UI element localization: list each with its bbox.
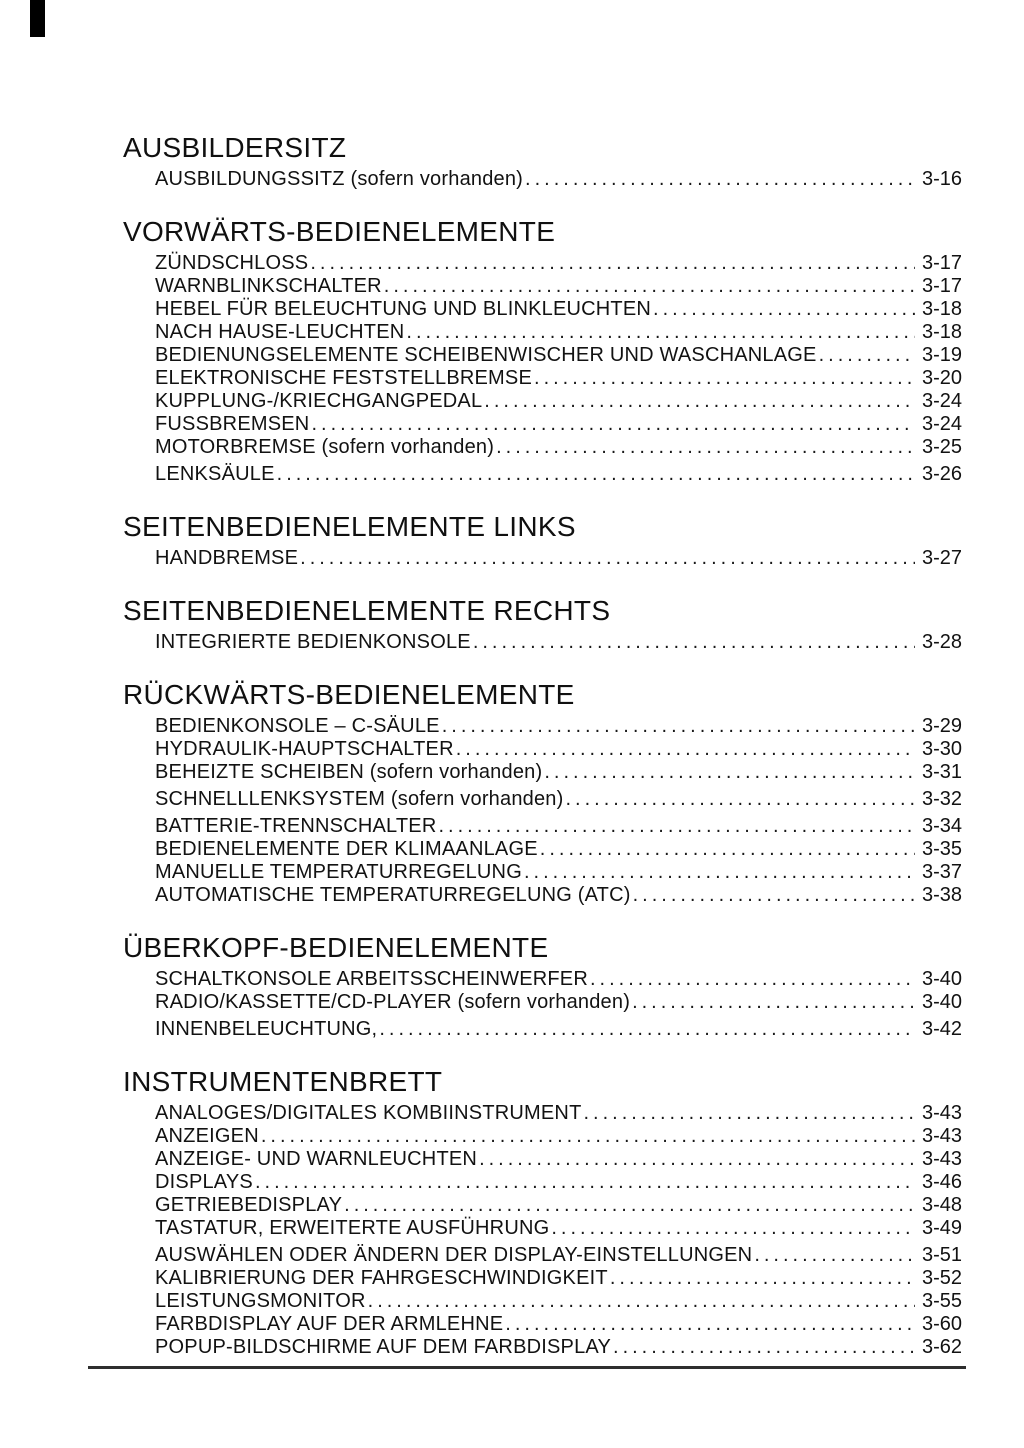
toc-section bbox=[123, 679, 962, 907]
entry-page-number: 3-40 bbox=[921, 991, 962, 1013]
entry-page-number: 3-43 bbox=[921, 1148, 962, 1170]
scan-edge-mark bbox=[30, 0, 45, 37]
entry-label: KALIBRIERUNG DER FAHRGESCHWINDIGKEIT bbox=[155, 1267, 608, 1289]
entry-label: BEHEIZTE SCHEIBEN (sofern vorhanden) bbox=[155, 761, 543, 783]
entry-label: NACH HAUSE-LEUCHTEN bbox=[155, 321, 405, 343]
toc-entry bbox=[155, 367, 962, 390]
dot-leader bbox=[754, 1244, 915, 1267]
toc-section bbox=[123, 511, 962, 570]
entry-page-number: 3-60 bbox=[921, 1313, 962, 1335]
section-entries bbox=[155, 252, 962, 486]
dot-leader bbox=[633, 884, 915, 907]
entry-label: ZÜNDSCHLOSS bbox=[155, 252, 309, 274]
entry-label: FARBDISPLAY AUF DER ARMLEHNE bbox=[155, 1313, 504, 1335]
toc-section bbox=[123, 216, 962, 486]
toc-entry bbox=[155, 436, 962, 459]
entry-label: ELEKTRONISCHE FESTSTELLBREMSE bbox=[155, 367, 533, 389]
entry-page-number: 3-16 bbox=[921, 168, 962, 190]
dot-leader bbox=[473, 631, 915, 654]
toc-entry bbox=[155, 761, 962, 784]
entry-page-number: 3-18 bbox=[921, 298, 962, 320]
entry-page-number: 3-18 bbox=[921, 321, 962, 343]
dot-leader bbox=[311, 413, 915, 436]
section-heading: SEITENBEDIENELEMENTE RECHTS bbox=[123, 595, 611, 626]
entry-label: BEDIENELEMENTE DER KLIMAANLAGE bbox=[155, 838, 538, 860]
entry-label: INTEGRIERTE BEDIENKONSOLE bbox=[155, 631, 471, 653]
entry-page-number: 3-32 bbox=[921, 788, 962, 810]
dot-leader bbox=[525, 168, 915, 191]
entry-page-number: 3-24 bbox=[921, 413, 962, 435]
toc-entry bbox=[155, 390, 962, 413]
toc-entry bbox=[155, 1267, 962, 1290]
dot-leader bbox=[505, 1313, 915, 1336]
toc-entry bbox=[155, 1102, 962, 1125]
toc-entry bbox=[155, 463, 962, 486]
dot-leader bbox=[379, 1018, 915, 1041]
toc-entry bbox=[155, 168, 962, 191]
section-entries bbox=[155, 631, 962, 654]
entry-label: ANALOGES/DIGITALES KOMBIINSTRUMENT bbox=[155, 1102, 582, 1124]
toc-section bbox=[123, 1066, 962, 1359]
toc-entry bbox=[155, 252, 962, 275]
toc-entry bbox=[155, 815, 962, 838]
entry-page-number: 3-62 bbox=[921, 1336, 962, 1358]
toc-entry bbox=[155, 838, 962, 861]
section-heading: ÜBERKOPF-BEDIENELEMENTE bbox=[123, 932, 549, 963]
toc-entry bbox=[155, 991, 962, 1014]
entry-label: MANUELLE TEMPERATURREGELUNG bbox=[155, 861, 522, 883]
toc-section bbox=[123, 595, 962, 654]
section-heading: AUSBILDERSITZ bbox=[123, 132, 347, 163]
entry-label: WARNBLINKSCHALTER bbox=[155, 275, 382, 297]
section-heading: VORWÄRTS-BEDIENELEMENTE bbox=[123, 216, 556, 247]
entry-page-number: 3-38 bbox=[921, 884, 962, 906]
section-heading: SEITENBEDIENELEMENTE LINKS bbox=[123, 511, 576, 542]
section-heading: RÜCKWÄRTS-BEDIENELEMENTE bbox=[123, 679, 575, 710]
entry-label: AUTOMATISCHE TEMPERATURREGELUNG (ATC) bbox=[155, 884, 631, 906]
bottom-divider bbox=[88, 1366, 966, 1369]
entry-page-number: 3-35 bbox=[921, 838, 962, 860]
dot-leader bbox=[534, 367, 915, 390]
section-entries bbox=[155, 547, 962, 570]
toc-entry bbox=[155, 1148, 962, 1171]
section-entries bbox=[155, 715, 962, 907]
entry-label: ANZEIGEN bbox=[155, 1125, 259, 1147]
entry-label: LEISTUNGSMONITOR bbox=[155, 1290, 366, 1312]
entry-page-number: 3-46 bbox=[921, 1171, 962, 1193]
entry-page-number: 3-17 bbox=[921, 252, 962, 274]
dot-leader bbox=[544, 761, 915, 784]
entry-label: INNENBELEUCHTUNG, bbox=[155, 1018, 378, 1040]
entry-label: ANZEIGE- UND WARNLEUCHTEN bbox=[155, 1148, 478, 1170]
entry-page-number: 3-42 bbox=[921, 1018, 962, 1040]
entry-label: FUSSBREMSEN bbox=[155, 413, 310, 435]
dot-leader bbox=[406, 321, 915, 344]
dot-leader bbox=[540, 838, 915, 861]
dot-leader bbox=[496, 436, 915, 459]
entry-label: RADIO/KASSETTE/CD-PLAYER (sofern vorhanden) bbox=[155, 991, 631, 1013]
dot-leader bbox=[479, 1148, 915, 1171]
toc-entry bbox=[155, 1244, 962, 1267]
entry-page-number: 3-26 bbox=[921, 463, 962, 485]
toc-entry bbox=[155, 275, 962, 298]
entry-label: SCHALTKONSOLE ARBEITSSCHEINWERFER bbox=[155, 968, 588, 990]
entry-page-number: 3-25 bbox=[921, 436, 962, 458]
entry-label: BEDIENKONSOLE – C-SÄULE bbox=[155, 715, 440, 737]
entry-label: HANDBREMSE bbox=[155, 547, 299, 569]
toc-entry bbox=[155, 1171, 962, 1194]
toc-entry bbox=[155, 1018, 962, 1041]
entry-label: LENKSÄULE bbox=[155, 463, 275, 485]
section-entries bbox=[155, 168, 962, 191]
entry-label: MOTORBREMSE (sofern vorhanden) bbox=[155, 436, 495, 458]
entry-page-number: 3-27 bbox=[921, 547, 962, 569]
dot-leader bbox=[484, 390, 915, 413]
dot-leader bbox=[819, 344, 915, 367]
dot-leader bbox=[590, 968, 915, 991]
toc-entry bbox=[155, 1290, 962, 1313]
dot-leader bbox=[653, 298, 915, 321]
entry-label: AUSWÄHLEN ODER ÄNDERN DER DISPLAY-EINSTELLUNGEN bbox=[155, 1244, 753, 1266]
toc-entry bbox=[155, 321, 962, 344]
dot-leader bbox=[438, 815, 915, 838]
dot-leader bbox=[344, 1194, 915, 1217]
dot-leader bbox=[368, 1290, 915, 1313]
section-heading: INSTRUMENTENBRETT bbox=[123, 1066, 443, 1097]
entry-page-number: 3-51 bbox=[921, 1244, 962, 1266]
entry-label: BEDIENUNGSELEMENTE SCHEIBENWISCHER UND WASCHANLAGE bbox=[155, 344, 817, 366]
toc-entry bbox=[155, 344, 962, 367]
entry-label: HEBEL FÜR BELEUCHTUNG UND BLINKLEUCHTEN bbox=[155, 298, 652, 320]
dot-leader bbox=[584, 1102, 915, 1125]
entry-label: GETRIEBEDISPLAY bbox=[155, 1194, 343, 1216]
dot-leader bbox=[524, 861, 915, 884]
entry-page-number: 3-43 bbox=[921, 1102, 962, 1124]
entry-page-number: 3-29 bbox=[921, 715, 962, 737]
dot-leader bbox=[456, 738, 915, 761]
toc-entry bbox=[155, 1217, 962, 1240]
section-entries bbox=[155, 968, 962, 1041]
dot-leader bbox=[551, 1217, 915, 1240]
toc-entry bbox=[155, 413, 962, 436]
toc-entry bbox=[155, 788, 962, 811]
entry-page-number: 3-37 bbox=[921, 861, 962, 883]
entry-page-number: 3-30 bbox=[921, 738, 962, 760]
entry-label: POPUP-BILDSCHIRME AUF DEM FARBDISPLAY bbox=[155, 1336, 612, 1358]
dot-leader bbox=[300, 547, 915, 570]
entry-label: DISPLAYS bbox=[155, 1171, 253, 1193]
entry-label: TASTATUR, ERWEITERTE AUSFÜHRUNG bbox=[155, 1217, 550, 1239]
toc-entry bbox=[155, 631, 962, 654]
entry-label: HYDRAULIK-HAUPTSCHALTER bbox=[155, 738, 454, 760]
entry-page-number: 3-19 bbox=[921, 344, 962, 366]
toc-entry bbox=[155, 1125, 962, 1148]
entry-label: SCHNELLLENKSYSTEM (sofern vorhanden) bbox=[155, 788, 564, 810]
toc-section bbox=[123, 132, 962, 191]
toc-entry bbox=[155, 738, 962, 761]
entry-page-number: 3-55 bbox=[921, 1290, 962, 1312]
dot-leader bbox=[442, 715, 915, 738]
toc-entry bbox=[155, 968, 962, 991]
toc-section bbox=[123, 932, 962, 1041]
toc-entry bbox=[155, 861, 962, 884]
entry-page-number: 3-20 bbox=[921, 367, 962, 389]
entry-page-number: 3-34 bbox=[921, 815, 962, 837]
dot-leader bbox=[565, 788, 914, 811]
entry-page-number: 3-17 bbox=[921, 275, 962, 297]
entry-label: KUPPLUNG-/KRIECHGANGPEDAL bbox=[155, 390, 483, 412]
entry-page-number: 3-24 bbox=[921, 390, 962, 412]
dot-leader bbox=[613, 1336, 915, 1359]
dot-leader bbox=[384, 275, 915, 298]
toc-entry bbox=[155, 1194, 962, 1217]
dot-leader bbox=[255, 1171, 915, 1194]
dot-leader bbox=[261, 1125, 915, 1148]
toc-entry bbox=[155, 884, 962, 907]
dot-leader bbox=[632, 991, 915, 1014]
dot-leader bbox=[277, 463, 915, 486]
entry-page-number: 3-49 bbox=[921, 1217, 962, 1239]
toc-entry bbox=[155, 1336, 962, 1359]
table-of-contents bbox=[123, 132, 962, 1359]
dot-leader bbox=[610, 1267, 915, 1290]
entry-label: BATTERIE-TRENNSCHALTER bbox=[155, 815, 437, 837]
entry-page-number: 3-31 bbox=[921, 761, 962, 783]
entry-page-number: 3-43 bbox=[921, 1125, 962, 1147]
section-entries bbox=[155, 1102, 962, 1359]
toc-entry bbox=[155, 298, 962, 321]
toc-entry bbox=[155, 715, 962, 738]
toc-entry bbox=[155, 1313, 962, 1336]
toc-entry bbox=[155, 547, 962, 570]
entry-page-number: 3-48 bbox=[921, 1194, 962, 1216]
dot-leader bbox=[310, 252, 915, 275]
entry-page-number: 3-40 bbox=[921, 968, 962, 990]
entry-page-number: 3-52 bbox=[921, 1267, 962, 1289]
entry-page-number: 3-28 bbox=[921, 631, 962, 653]
entry-label: AUSBILDUNGSSITZ (sofern vorhanden) bbox=[155, 168, 524, 190]
